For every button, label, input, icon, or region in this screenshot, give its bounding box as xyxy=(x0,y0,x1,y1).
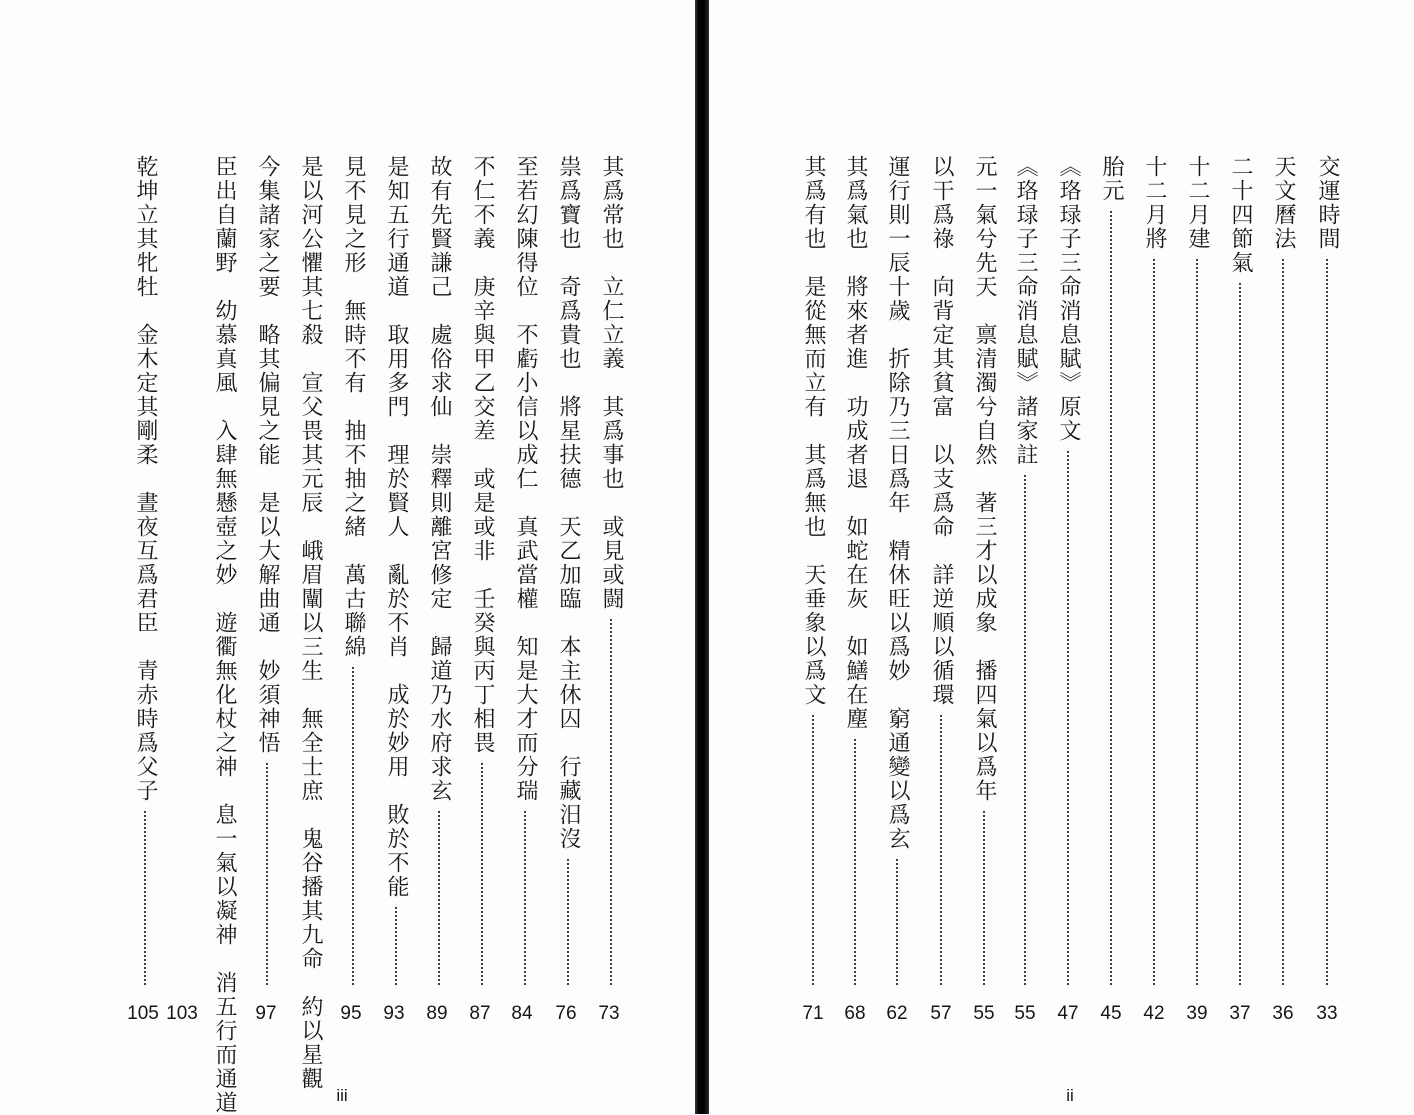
toc-page-number: 87 xyxy=(469,1003,491,1024)
toc-page-number: 47 xyxy=(1057,1003,1079,1024)
toc-entry-title: 今集諸家之要 略其偏見之能 是以大解曲通 妙須神悟 xyxy=(255,155,280,755)
toc-entry[interactable] xyxy=(381,155,411,985)
toc-entry-title: 運行則一辰十歲 折除乃三日爲年 精休旺以爲妙 窮通變以爲玄 xyxy=(885,155,910,851)
toc-entry[interactable] xyxy=(1268,155,1298,985)
dot-leader xyxy=(481,763,483,985)
dot-leader xyxy=(395,907,397,985)
book-spine xyxy=(695,0,709,1114)
toc-page-number: 62 xyxy=(886,1003,908,1024)
dot-leader xyxy=(1326,259,1328,985)
toc-entry[interactable] xyxy=(252,155,282,985)
toc-entry[interactable] xyxy=(969,155,999,985)
toc-page-number: 97 xyxy=(255,1003,277,1024)
toc-entry-title: 其爲氣也 將來者進 功成者退 如蛇在灰 如鱔在塵 xyxy=(843,155,868,731)
toc-entry-title: 至若幻陳得位 不虧小信以成仁 真武當權 知是大才而分瑞 xyxy=(513,155,538,803)
toc-page-number: 33 xyxy=(1316,1003,1338,1024)
toc-entry-title: 其爲常也 立仁立義 其爲事也 或見或闘 xyxy=(599,155,624,611)
toc-page-number: 89 xyxy=(426,1003,448,1024)
toc-entry[interactable] xyxy=(467,155,497,985)
toc-entry[interactable] xyxy=(338,155,368,985)
toc-entry-title: 胎元 xyxy=(1099,155,1124,203)
toc-entry[interactable] xyxy=(553,155,583,985)
toc-entry[interactable] xyxy=(840,155,870,985)
toc-entry-title: 故有先賢謙己 處俗求仙 崇釋則離宮修定 歸道乃水府求玄 xyxy=(427,155,452,803)
toc-entry-title: 《珞琭子三命消息賦》諸家註 xyxy=(1013,155,1038,467)
toc-page-number: 55 xyxy=(1014,1003,1036,1024)
toc-page-number: 93 xyxy=(383,1003,405,1024)
toc-page-number: 73 xyxy=(598,1003,620,1024)
toc-entry-title: 天文曆法 xyxy=(1271,155,1296,251)
dot-leader xyxy=(1067,451,1069,985)
toc-entry[interactable] xyxy=(926,155,956,985)
toc-entry-title: 十二月將 xyxy=(1142,155,1167,251)
toc-entry[interactable] xyxy=(510,155,540,985)
toc-entry[interactable] xyxy=(1096,155,1126,985)
toc-entry-title: 二十四節氣 xyxy=(1228,155,1253,275)
toc-entry[interactable] xyxy=(424,155,454,985)
dot-leader xyxy=(1024,475,1026,985)
toc-page-number: 76 xyxy=(555,1003,577,1024)
toc-entry-title: 臣出自蘭野 幼慕真風 入肆無懸壺之妙 遊衢無化杖之神 息一氣以凝神 消五行而通道 xyxy=(212,155,237,1115)
dot-leader xyxy=(352,667,354,985)
dot-leader xyxy=(1282,259,1284,985)
toc-page-number: 37 xyxy=(1229,1003,1251,1024)
toc-page-number: 95 xyxy=(340,1003,362,1024)
toc-page-number: 71 xyxy=(802,1003,824,1024)
toc-page-number: 36 xyxy=(1272,1003,1294,1024)
toc-entry-title: 《珞琭子三命消息賦》原文 xyxy=(1056,155,1081,443)
toc-entry-title: 以干爲祿 向背定其貧富 以支爲命 詳逆順以循環 xyxy=(929,155,954,707)
right-page xyxy=(709,0,1414,1114)
dot-leader xyxy=(812,715,814,985)
toc-entry-title: 不仁不義 庚辛與甲乙交差 或是或非 壬癸與丙丁相畏 xyxy=(470,155,495,755)
toc-entry-title: 十二月建 xyxy=(1185,155,1210,251)
dot-leader xyxy=(983,811,985,985)
left-page xyxy=(0,0,697,1114)
dot-leader xyxy=(1196,259,1198,985)
toc-page-number: 68 xyxy=(844,1003,866,1024)
dot-leader xyxy=(524,811,526,985)
toc-entry-title: 元一氣兮先天 禀清濁兮自然 著三才以成象 播四氣以爲年 xyxy=(972,155,997,803)
toc-entry[interactable] xyxy=(1053,155,1083,985)
toc-page-number: 39 xyxy=(1186,1003,1208,1024)
toc-page-number: 103 xyxy=(166,1003,198,1024)
dot-leader xyxy=(144,811,146,985)
dot-leader xyxy=(940,715,942,985)
dot-leader xyxy=(438,811,440,985)
toc-page-number: 45 xyxy=(1100,1003,1122,1024)
toc-page-number: 42 xyxy=(1143,1003,1165,1024)
toc-entry[interactable] xyxy=(1312,155,1342,985)
dot-leader xyxy=(854,739,856,985)
toc-entry[interactable] xyxy=(1010,155,1040,985)
toc-entry[interactable] xyxy=(882,155,912,985)
dot-leader xyxy=(266,763,268,985)
toc-entry[interactable] xyxy=(130,155,160,985)
toc-entry[interactable] xyxy=(1182,155,1212,985)
toc-entry[interactable] xyxy=(798,155,828,985)
toc-entry[interactable] xyxy=(1139,155,1169,985)
dot-leader xyxy=(1239,283,1241,985)
toc-page-number: 105 xyxy=(127,1003,159,1024)
toc-entry-title: 其爲有也 是從無而立有 其爲無也 天垂象以爲文 xyxy=(801,155,826,707)
toc-entry-title: 交運時間 xyxy=(1315,155,1340,251)
toc-entry[interactable] xyxy=(596,155,626,985)
dot-leader xyxy=(1153,259,1155,985)
toc-entry-title: 見不見之形 無時不有 抽不抽之緒 萬古聯綿 xyxy=(341,155,366,659)
toc-entry-title: 祟爲寶也 奇爲貴也 將星扶德 天乙加臨 本主休囚 行藏汨沒 xyxy=(556,155,581,851)
dot-leader xyxy=(1110,211,1112,985)
page-folio-right: ii xyxy=(1066,1086,1074,1105)
toc-entry[interactable] xyxy=(1225,155,1255,985)
toc-entry[interactable] xyxy=(209,155,239,1115)
toc-entry-title: 是知五行通道 取用多門 理於賢人 亂於不肖 成於妙用 敗於不能 xyxy=(384,155,409,899)
toc-entry-title: 是以河公懼其七殺 宣父畏其元辰 峨眉闡以三生 無全士庶 鬼谷播其九命 約以星觀 xyxy=(298,155,323,1091)
dot-leader xyxy=(896,859,898,985)
page-folio-left: iii xyxy=(336,1086,348,1105)
toc-page-number: 84 xyxy=(511,1003,533,1024)
dot-leader xyxy=(610,619,612,985)
dot-leader xyxy=(567,859,569,985)
toc-page-number: 55 xyxy=(973,1003,995,1024)
toc-entry[interactable] xyxy=(295,155,325,1091)
toc-page-number: 57 xyxy=(930,1003,952,1024)
toc-entry-title: 乾坤立其牝牡 金木定其剛柔 晝夜互爲君臣 青赤時爲父子 xyxy=(133,155,158,803)
